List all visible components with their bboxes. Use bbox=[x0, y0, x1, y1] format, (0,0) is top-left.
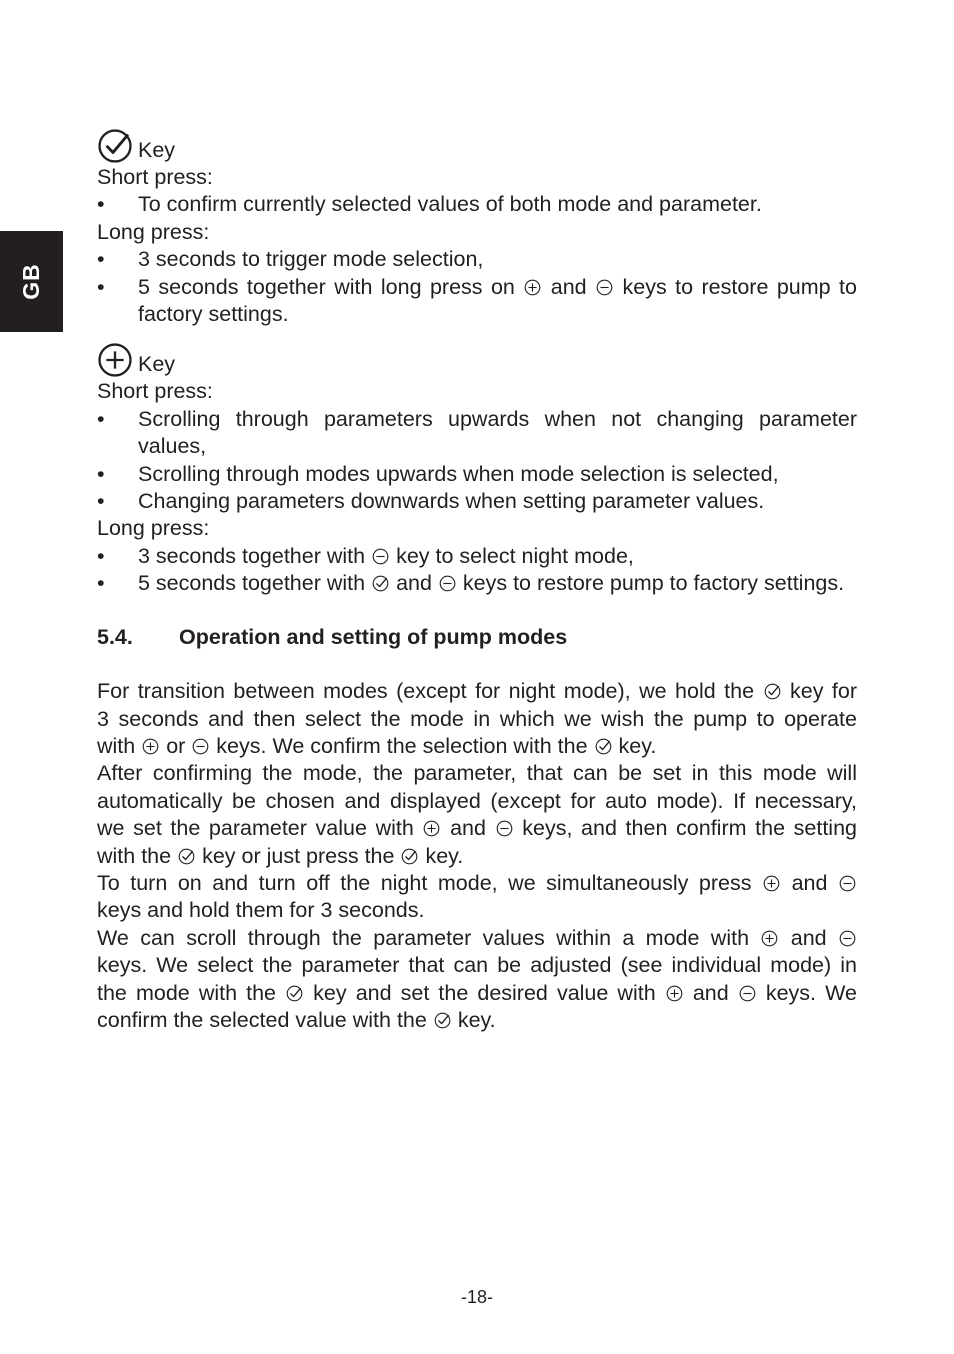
plus-circle-icon bbox=[524, 279, 541, 296]
confirm-key-heading bbox=[97, 128, 857, 164]
bullet-marker: • bbox=[97, 543, 105, 568]
list-item-text: 3 seconds to trigger mode selection, bbox=[138, 247, 484, 272]
list-item-text: Changing parameters downwards when setting parameter values. bbox=[138, 489, 765, 514]
bullet-marker: • bbox=[97, 247, 105, 272]
check-circle-icon bbox=[764, 683, 781, 700]
check-circle-icon bbox=[372, 575, 389, 592]
paragraph: We can scroll through the parameter values within a mode with and keys. We select the parameter that can be adjusted (see individual mode) in the mode with the key and set the desired value with and keys. We confirm the selected value with the key. bbox=[97, 925, 857, 1032]
check-circle-icon bbox=[178, 848, 195, 865]
minus-circle-icon bbox=[739, 985, 756, 1002]
language-tab-label: GB bbox=[18, 263, 44, 300]
minus-circle-icon bbox=[192, 738, 209, 755]
plus-circle-icon bbox=[142, 738, 159, 755]
list-item bbox=[97, 274, 857, 329]
minus-circle-icon bbox=[496, 820, 513, 837]
minus-circle-icon bbox=[372, 548, 389, 565]
list-item bbox=[97, 406, 857, 461]
plus-long-press-label: Long press: bbox=[97, 516, 210, 541]
page-number: -18- bbox=[460, 1287, 493, 1307]
list-item bbox=[97, 461, 857, 488]
confirm-short-press-label: Short press: bbox=[97, 165, 213, 189]
section-heading bbox=[97, 624, 857, 651]
bullet-marker: • bbox=[97, 489, 105, 514]
plus-circle-icon bbox=[761, 930, 778, 947]
check-circle-icon bbox=[434, 1012, 451, 1029]
list-item-text: Scrolling through modes upwards when mode selection is selected, bbox=[138, 461, 779, 486]
minus-circle-icon bbox=[439, 575, 456, 592]
confirm-long-press-label: Long press: bbox=[97, 219, 210, 244]
list-item bbox=[97, 191, 857, 218]
minus-circle-icon bbox=[839, 875, 856, 892]
bullet-marker: • bbox=[97, 406, 105, 431]
list-item bbox=[97, 543, 857, 570]
list-item-text: 5 seconds together with and keys to restore pump to factory settings. bbox=[138, 571, 845, 596]
paragraph: To turn on and turn off the night mode, we simultaneously press and keys and hold them for 3 seconds. bbox=[97, 870, 857, 925]
list-item bbox=[97, 488, 857, 515]
list-item bbox=[97, 570, 857, 597]
check-circle-icon bbox=[286, 985, 303, 1002]
check-circle-icon bbox=[97, 128, 133, 164]
bullet-marker: • bbox=[97, 461, 105, 486]
plus-key-heading bbox=[97, 342, 857, 378]
paragraph: For transition between modes (except for night mode), we hold the key for 3 seconds and then select the mode in which we wish the pump to operate with or keys. We confirm the selection with the key. bbox=[97, 679, 857, 758]
plus-circle-icon bbox=[666, 985, 683, 1002]
minus-circle-icon bbox=[839, 930, 856, 947]
list-item-text: Scrolling through parameters upwards when not changing parameter values, bbox=[138, 406, 857, 459]
plus-short-press-label: Short press: bbox=[97, 379, 213, 404]
section-number: 5.4. bbox=[97, 624, 133, 649]
section-title: Operation and setting of pump modes bbox=[179, 624, 568, 649]
check-circle-icon bbox=[595, 738, 612, 755]
list-item-text: To confirm currently selected values of both mode and parameter. bbox=[138, 192, 762, 217]
paragraph: After confirming the mode, the parameter, that can be set in this mode will automatically be chosen and displayed (except for auto mode). If necessary, we set the parameter value with and keys, and then confirm the setting with the key or just press the key. bbox=[97, 761, 858, 868]
bullet-marker: • bbox=[97, 274, 105, 299]
page-content bbox=[97, 128, 857, 1034]
bullet-marker: • bbox=[97, 571, 105, 596]
plus-circle-icon bbox=[423, 820, 440, 837]
plus-key-heading-label: Key bbox=[138, 352, 176, 377]
bullet-marker: • bbox=[97, 192, 105, 217]
minus-circle-icon bbox=[596, 279, 613, 296]
list-item-text: 3 seconds together with key to select night mode, bbox=[138, 543, 634, 568]
list-item bbox=[97, 246, 857, 273]
plus-circle-icon bbox=[97, 342, 133, 378]
check-circle-icon bbox=[401, 848, 418, 865]
language-tab bbox=[0, 231, 63, 332]
confirm-key-heading-label: Key bbox=[138, 137, 176, 162]
plus-circle-icon bbox=[763, 875, 780, 892]
list-item-text: 5 seconds together with long press on and keys to restore pump to factory settings. bbox=[138, 274, 857, 327]
